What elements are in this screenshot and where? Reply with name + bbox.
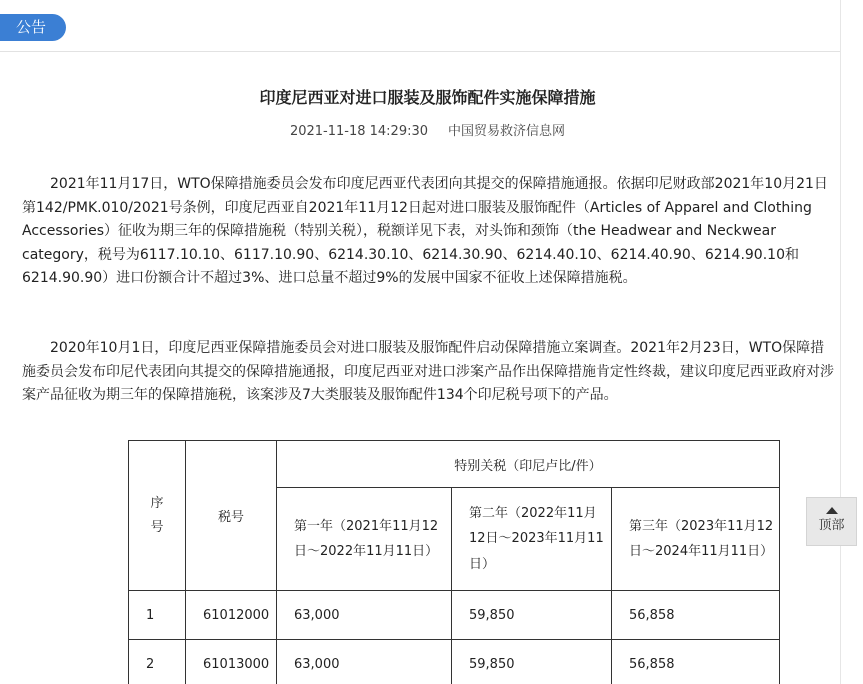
table-row <box>129 640 780 684</box>
cell-tariff-code: 61012000 <box>186 591 277 640</box>
header-divider <box>0 51 840 52</box>
cell-year-2: 59,850 <box>452 591 612 640</box>
cell-seq: 1 <box>129 591 186 640</box>
publish-datetime: 2021-11-18 14:29:30 <box>289 124 429 139</box>
tariff-table <box>128 440 780 684</box>
header-year-1: 第一年（2021年11月12日～2022年11月11日） <box>277 488 452 591</box>
back-to-top-label: 顶部 <box>818 518 845 533</box>
article-source: 中国贸易救济信息网 <box>448 124 566 139</box>
header-seq: 序 号 <box>129 441 186 591</box>
notice-tab[interactable]: 公告 <box>0 14 66 41</box>
table-header-row <box>129 441 780 488</box>
cell-year-3: 56,858 <box>612 591 780 640</box>
cell-seq: 2 <box>129 640 186 684</box>
header-year-3: 第三年（2023年11月12日～2024年11月11日） <box>612 488 780 591</box>
table-row <box>129 591 780 640</box>
article-meta <box>0 120 850 139</box>
cell-year-1: 63,000 <box>277 640 452 684</box>
header-year-2: 第二年（2022年11月12日～2023年11月11日） <box>452 488 612 591</box>
caret-up-icon <box>826 507 838 514</box>
cell-year-2: 59,850 <box>452 640 612 684</box>
cell-year-3: 56,858 <box>612 640 780 684</box>
article-title: 印度尼西亚对进口服装及服饰配件实施保障措施 <box>259 88 596 107</box>
cell-tariff-code: 61013000 <box>186 640 277 684</box>
article-paragraph: 2020年10月1日，印度尼西亚保障措施委员会对进口服装及服饰配件启动保障措施立案调查。2021年2月23日，WTO保障措施委员会发布印尼代表团向其提交的保障措施通报，印度尼西亚对进口涉案产品作出保障措施肯定性终裁，建议印度尼西亚政府对涉案产品征收为期三年的保障措施税，该案涉及7大类服装及服饰配件134个印尼税号项下的产品。 <box>22 340 834 404</box>
back-to-top-button[interactable] <box>806 497 857 546</box>
article-paragraph: 2021年11月17日，WTO保障措施委员会发布印度尼西亚代表团向其提交的保障措施通报。依据印尼财政部2021年10月21日第142/PMK.010/2021号条例，印度尼西亚自2021年11月12日起对进口服装及服饰配件（Articles of Apparel and Clothing Accessories）征收为期三年的保障措施税（特别关税），税额详见下表，对头饰和颈饰（the Headwear and Neckwear category，税号为6117.10.10、6117.10.90、6214.30.10、6214.30.90、6214.40.10、6214.40.90、6214.90.10和 6214.90.90）进口份额合计不超过3%、进口总量不超过9%的发展中国家不征收上述保障措施税。 <box>22 176 828 287</box>
header-tariff-code: 税号 <box>186 441 277 591</box>
header-special-duty: 特别关税（印尼卢比/件） <box>277 441 780 488</box>
cell-year-1: 63,000 <box>277 591 452 640</box>
